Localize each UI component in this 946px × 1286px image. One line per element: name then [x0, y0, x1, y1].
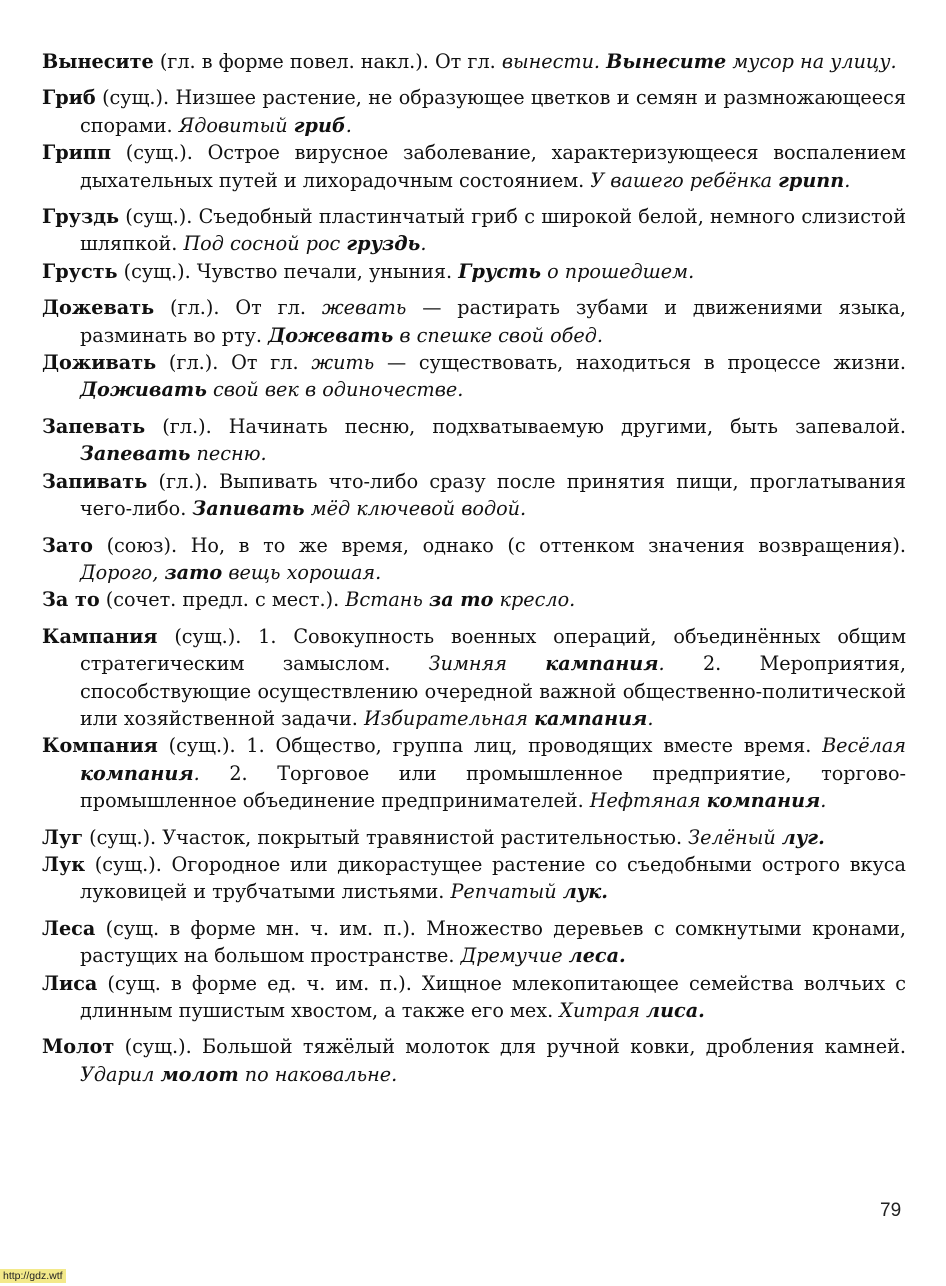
example-text: вещь хорошая.: [222, 560, 382, 584]
example-text: грипп: [778, 168, 845, 192]
dictionary-entry: [42, 349, 906, 404]
definition-text: (сущ. в форме ед. ч. им. п.). Хищное млекопитающее семейства волчьих с длинным пушистым хвостом, а также его мех.: [80, 971, 906, 1022]
example-text: по наковальне.: [238, 1062, 398, 1086]
dictionary-entry: [42, 824, 906, 851]
dictionary-entry: [42, 258, 906, 285]
headword: Запевать: [42, 414, 146, 438]
definition-text: (гл.). Начинать песню, подхватываемую другими, быть запевалой.: [145, 414, 906, 438]
example-text: Нефтяная: [589, 789, 707, 813]
definition-text: (гл.). Выпивать что-либо сразу после принятия пищи, проглатывания чего-либо.: [80, 469, 906, 521]
definition-text: (сущ.). Низшее растение, не образующее цветков и семян и размножающееся спорами.: [80, 86, 906, 137]
dictionary-entry: [42, 468, 906, 523]
example-text: Дорого,: [80, 560, 165, 584]
example-text: Грусть: [458, 259, 541, 283]
dictionary-entry: [42, 915, 906, 970]
example-text: .: [820, 789, 827, 813]
definition-text: (сущ.). 1. Совокупность военных операций, объединённых общим стратегическим замыслом.: [80, 624, 906, 676]
definition-text: 2. Мероприятия, способствующие осуществлению очередной важной общественно-политической или хозяйственной задачи.: [80, 652, 906, 730]
headword: Гриб: [42, 86, 96, 110]
example-text: кресло.: [493, 588, 576, 612]
headword: Компания: [42, 734, 158, 758]
headword: Леса: [42, 916, 96, 940]
example-text: .: [658, 652, 665, 676]
example-text: луг.: [781, 825, 825, 849]
example-text: лук.: [562, 880, 608, 904]
example-text: Зимняя: [428, 652, 546, 676]
example-text: Под сосной рос: [183, 232, 347, 256]
example-text: гриб: [293, 113, 346, 137]
definition-text: (сущ.). Съедобный пластинчатый гриб с широкой белой, немного слизистой шляпкой.: [80, 205, 906, 256]
dictionary-entry: [42, 413, 906, 468]
headword: Лиса: [42, 971, 98, 995]
definition-text: (сущ.). Большой тяжёлый молоток для ручной ковки, дробления камней.: [114, 1035, 906, 1059]
definition-text: (сущ.). Чувство печали, уныния.: [117, 259, 459, 283]
dictionary-entry: [42, 48, 906, 75]
headword: Груздь: [42, 205, 120, 229]
dictionary-entry: [42, 586, 906, 613]
example-text: кампания: [534, 706, 648, 730]
example-text: компания: [80, 761, 194, 785]
example-text: груздь: [346, 232, 421, 256]
definition-text: (сущ.). Острое вирусное заболевание, характеризующееся воспалением дыхательных путей и лихорадочным состоянием.: [80, 141, 906, 192]
example-text: жить: [311, 351, 375, 375]
dictionary-entry: [42, 732, 906, 814]
example-text: Ядовитый: [178, 113, 294, 137]
definition-text: 2. Торговое или промышленное предприятие, торгово-промышленное объединение предпринимателей.: [80, 761, 906, 813]
dictionary-entry: [42, 1033, 906, 1088]
example-text: за то: [428, 588, 494, 612]
headword: Грусть: [42, 259, 118, 283]
example-text: кампания: [545, 652, 659, 676]
example-text: лиса.: [646, 999, 705, 1022]
definition-text: (сочет. предл. с мест.).: [99, 588, 346, 612]
page-number: 79: [880, 1200, 902, 1221]
headword: Молот: [42, 1035, 115, 1059]
definition-text: (союз). Но, в то же время, однако (с оттенком значения возвращения).: [92, 533, 906, 557]
example-text: мёд ключевой водой.: [304, 497, 527, 521]
example-text: Доживать: [80, 378, 207, 402]
headword: Кампания: [42, 624, 158, 648]
example-text: компания: [706, 789, 821, 813]
example-text: .: [420, 232, 427, 256]
definition-text: — растирать зубами и движениями языка, разминать во рту.: [80, 296, 906, 347]
example-text: Избирательная: [363, 706, 535, 730]
definition-text: (сущ. в форме мн. ч. им. п.). Множество деревьев с сомкнутыми кронами, растущих на большом пространстве.: [80, 916, 906, 968]
example-text: Встань: [345, 588, 429, 612]
dictionary-entry: [42, 970, 906, 1025]
definition-text: (сущ.). Огородное или дикорастущее растение со съедобными острого вкуса луковицей и трубчатыми листьями.: [80, 852, 906, 904]
definition-text: — существовать, находиться в процессе жизни.: [374, 351, 907, 375]
example-text: песню.: [190, 442, 267, 466]
example-text: свой век в одиночестве.: [206, 378, 464, 402]
dictionary-entry: [42, 203, 906, 258]
headword: Вынесите: [42, 50, 154, 73]
headword: Луг: [42, 825, 84, 849]
watermark-link[interactable]: http://gdz.wtf: [0, 1269, 66, 1283]
example-text: .: [193, 761, 200, 785]
example-text: Вынесите: [606, 50, 727, 73]
headword: Запивать: [42, 469, 148, 493]
example-text: .: [844, 168, 851, 192]
headword: Лук: [42, 852, 86, 876]
dictionary-entry: [42, 139, 906, 194]
example-text: вынести.: [501, 50, 601, 73]
headword: Дожевать: [42, 296, 155, 320]
dictionary-page: [42, 48, 906, 1088]
example-text: мусор на улицу.: [726, 50, 897, 73]
dictionary-entry: [42, 294, 906, 349]
example-text: в спешке свой обед.: [393, 323, 603, 347]
example-text: Репчатый: [450, 880, 563, 904]
example-text: жевать: [321, 296, 407, 320]
dictionary-entry: [42, 84, 906, 139]
dictionary-entry: [42, 851, 906, 906]
dictionary-entry: [42, 532, 906, 587]
example-text: зато: [164, 560, 223, 584]
headword: Доживать: [42, 351, 157, 375]
definition-text: (гл.). От гл.: [156, 351, 312, 375]
definition-text: (сущ.). 1. Общество, группа лиц, проводящих вместе время.: [157, 734, 823, 758]
example-text: У вашего ребёнка: [590, 168, 779, 192]
example-text: Запивать: [192, 497, 305, 521]
example-text: молот: [160, 1062, 239, 1086]
example-text: .: [345, 113, 352, 137]
definition-text: (сущ.). Участок, покрытый травянистой растительностью.: [83, 825, 689, 849]
example-text: Запевать: [80, 442, 191, 466]
example-text: Ударил: [80, 1062, 161, 1086]
headword: За то: [42, 588, 100, 612]
example-text: .: [647, 706, 654, 730]
dictionary-entry: [42, 623, 906, 733]
definition-text: (гл. в форме повел. накл.). От гл.: [153, 50, 502, 73]
example-text: о прошедшем.: [541, 259, 695, 283]
example-text: Хитрая: [559, 999, 647, 1022]
headword: Зато: [42, 533, 93, 557]
example-text: Дремучие: [460, 944, 569, 968]
example-text: Весёлая: [822, 734, 906, 758]
definition-text: (гл.). От гл.: [154, 296, 322, 320]
headword: Грипп: [42, 141, 111, 165]
example-text: Зелёный: [688, 825, 782, 849]
example-text: Дожевать: [268, 323, 394, 347]
example-text: леса.: [568, 944, 626, 968]
